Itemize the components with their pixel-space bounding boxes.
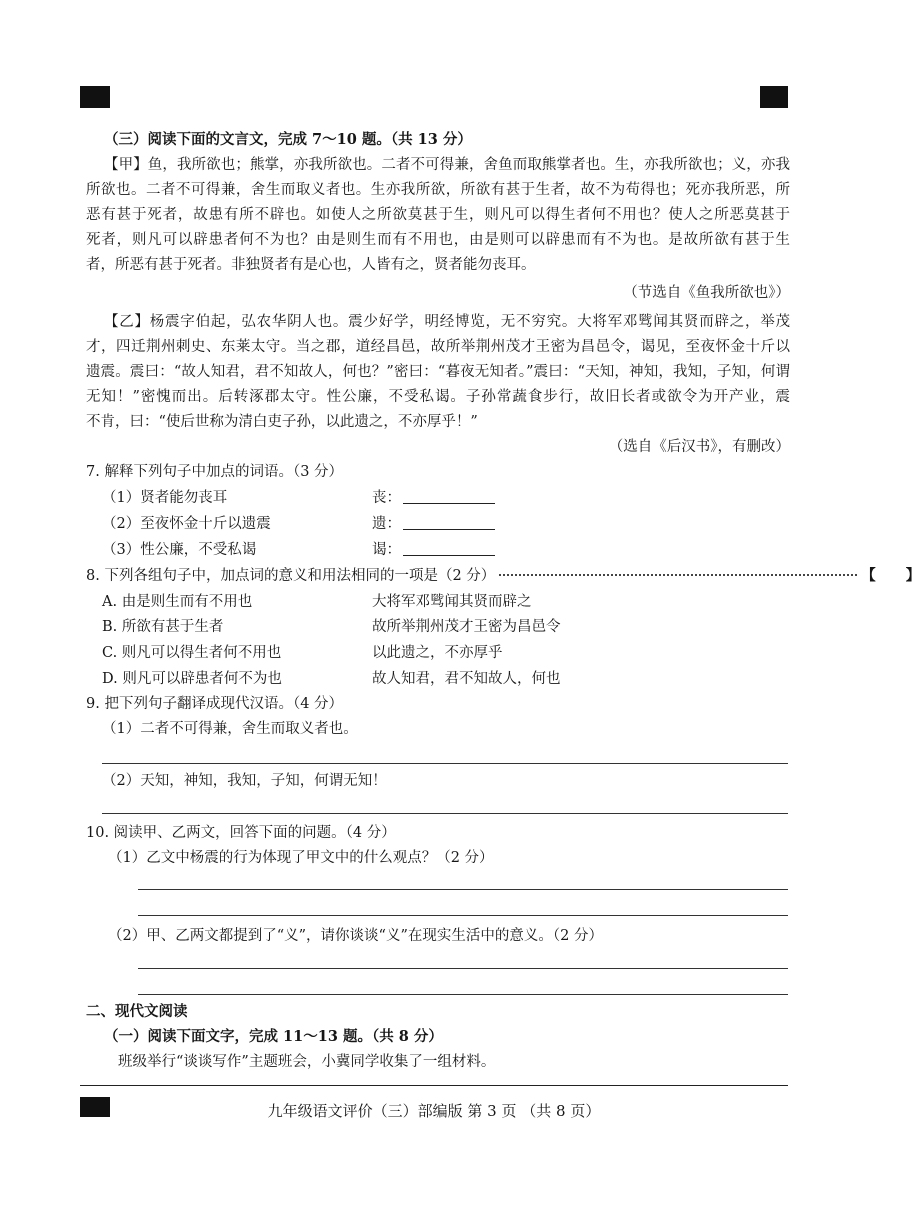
answer-bracket-open: 【	[861, 567, 876, 584]
registration-mark-top-left	[80, 86, 110, 108]
passage-line: 死者，则凡可以辟患者何不为也？由是则生而有不用也，由是则可以辟患而有不为也。是故所欲有甚于生	[86, 232, 790, 248]
question-7-item-2: （2）至夜怀金十斤以遗震	[102, 516, 271, 532]
question-9-item-2: （2）天知，神知，我知，子知，何谓无知！	[102, 773, 387, 789]
section-heading: （三）阅读下面的文言文，完成 7～10 题。（共 13 分）	[104, 131, 472, 148]
passage-source: （节选自《鱼我所欲也》）	[623, 285, 790, 301]
question-8-option-a-pair: 大将军邓骘闻其贤而辟之	[372, 594, 532, 610]
answer-line[interactable]	[138, 994, 788, 995]
answer-line[interactable]	[138, 915, 788, 916]
registration-mark-top-right	[760, 86, 788, 108]
passage-line: 才，四迁荆州刺史、东莱太守。当之郡，道经昌邑，故所举荆州茂才王密为昌邑令，谒见，至夜怀金十斤以	[86, 339, 790, 355]
question-7-item-1: （1）贤者能勿丧耳	[102, 490, 228, 506]
part-2-heading: 二、现代文阅读	[86, 1003, 188, 1020]
question-8-option-b-pair: 故所举荆州茂才王密为昌邑令	[372, 619, 561, 635]
question-8-option-b: B. 所欲有甚于生者	[102, 619, 224, 635]
passage-line: 者，所恶有甚于死者。非独贤者有是心也，人皆有之，贤者能勿丧耳。	[86, 257, 536, 273]
question-8-option-c: C. 则凡可以得生者何不用也	[102, 645, 282, 661]
page-footer: 九年级语文评价（三）部编版 第 3 页 （共 8 页）	[267, 1102, 601, 1120]
question-7-answer-2[interactable]: 遗：	[372, 513, 495, 535]
question-10-item-2: （2）甲、乙两文都提到了“义”，请你谈谈“义”在现实生活中的意义。（2 分）	[108, 928, 603, 944]
answer-line[interactable]	[138, 889, 788, 890]
passage-line: 无知！”密愧而出。后转涿郡太守。性公廉，不受私谒。子孙常蔬食步行，故旧长者或欲令为开产业，震	[86, 389, 790, 405]
question-7-stem: 7. 解释下列句子中加点的词语。（3 分）	[86, 464, 344, 480]
answer-line[interactable]	[102, 813, 788, 814]
question-10-item-1: （1）乙文中杨震的行为体现了甲文中的什么观点？（2 分）	[108, 850, 494, 866]
leader-dots	[499, 574, 857, 576]
passage-line: 恶有甚于死者，故患有所不辟也。如使人之所欲莫甚于生，则凡可以得生者何不用也？使人之所恶莫甚于	[86, 207, 790, 223]
question-7-answer-3[interactable]: 谒：	[372, 539, 495, 561]
question-8-option-a: A. 由是则生而有不用也	[102, 594, 253, 610]
footer-divider	[80, 1085, 788, 1086]
passage-line: 【甲】鱼，我所欲也；熊掌，亦我所欲也。二者不可得兼，舍鱼而取熊掌者也。生，亦我所欲也；义，亦我	[104, 157, 790, 173]
question-8-stem-row	[86, 565, 920, 587]
passage-line: 【乙】杨震字伯起，弘农华阴人也。震少好学，明经博览，无不穷究。大将军邓骘闻其贤而辟之，举茂	[104, 314, 790, 330]
question-9-item-1: （1）二者不可得兼，舍生而取义者也。	[102, 721, 358, 737]
question-9-stem: 9. 把下列句子翻译成现代汉语。（4 分）	[86, 696, 344, 712]
question-7-item-3: （3）性公廉，不受私谒	[102, 542, 257, 558]
question-8-option-c-pair: 以此遗之，不亦厚乎	[372, 645, 503, 661]
answer-line[interactable]	[138, 968, 788, 969]
passage-source: （选自《后汉书》，有删改）	[608, 439, 790, 455]
answer-line[interactable]	[102, 763, 788, 764]
answer-bracket-close: 】	[905, 567, 920, 584]
question-8-option-d: D. 则凡可以辟患者何不为也	[102, 671, 282, 687]
passage-line: 所欲也。二者不可得兼，舍生而取义者也。生亦我所欲，所欲有甚于生者，故不为苟得也；死亦我所恶，所	[86, 182, 790, 198]
question-10-stem: 10. 阅读甲、乙两文，回答下面的问题。（4 分）	[86, 825, 396, 841]
question-7-answer-1[interactable]: 丧：	[372, 487, 495, 509]
question-8-stem: 8. 下列各组句子中，加点词的意义和用法相同的一项是（2 分）	[86, 568, 496, 584]
question-8-option-d-pair: 故人知君，君不知故人，何也	[372, 671, 561, 687]
part-2-subheading: （一）阅读下面文字，完成 11～13 题。（共 8 分）	[104, 1028, 443, 1045]
part-2-intro: 班级举行“谈谈写作”主题班会，小冀同学收集了一组材料。	[118, 1054, 496, 1070]
passage-line: 遗震。震曰：“故人知君，君不知故人，何也？”密曰：“暮夜无知者。”震曰：“天知，神知，我知，子知，何谓	[86, 364, 790, 380]
passage-line: 不肯，曰：“使后世称为清白吏子孙，以此遗之，不亦厚乎！”	[86, 414, 478, 430]
